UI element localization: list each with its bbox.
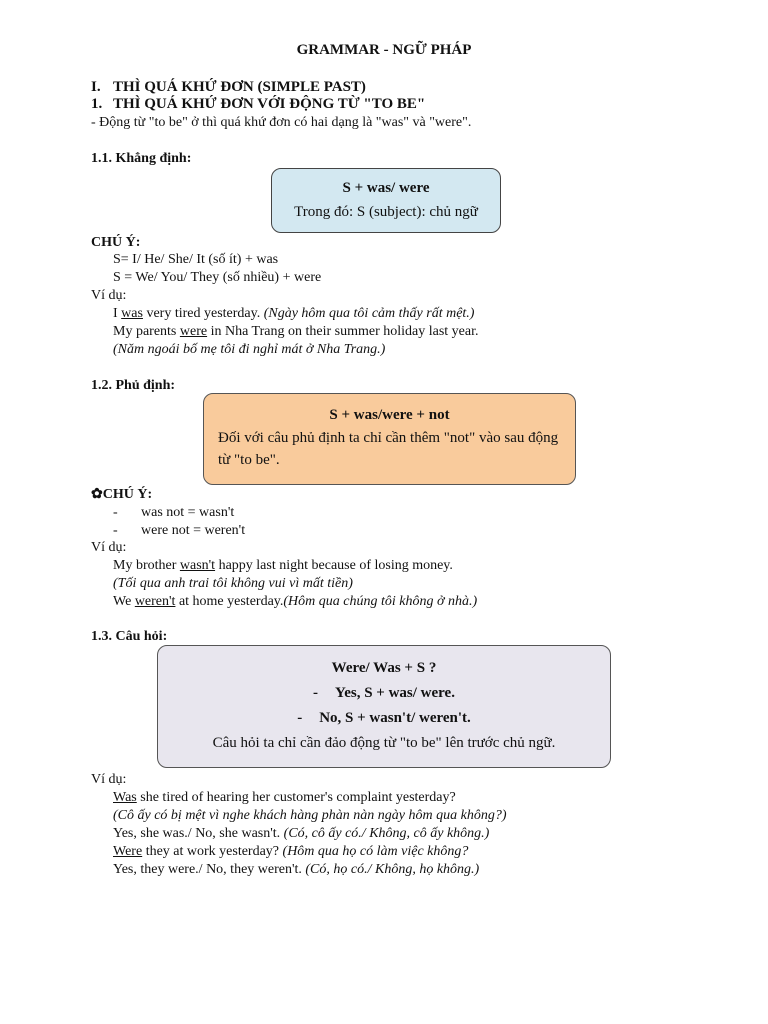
example-verb: was — [121, 306, 143, 321]
answer-text: Yes, S + was/ were. — [335, 685, 455, 701]
example-text: at home yesterday. — [175, 594, 284, 609]
example-translation: (Có, cô ấy có./ Không, cô ấy không.) — [283, 826, 490, 841]
section-heading — [91, 79, 366, 96]
question-example-4 — [113, 861, 479, 878]
question-formula: Were/ Was + S ? — [331, 660, 437, 676]
note-text: were not = weren't — [141, 523, 246, 538]
question-example-1 — [113, 789, 456, 806]
question-example-label: Ví dụ: — [91, 772, 127, 787]
negative-note-heading: ✿CHÚ Ý: — [91, 487, 153, 502]
affirmative-formula-note: Trong đó: S (subject): chủ ngữ — [294, 204, 478, 220]
affirmative-example-2-translation: (Năm ngoái bố mẹ tôi đi nghỉ mát ở Nha Trang.) — [113, 342, 386, 357]
example-verb: weren't — [134, 594, 176, 609]
affirmative-formula: S + was/ were — [342, 180, 430, 196]
negative-example-1 — [113, 557, 453, 574]
negative-note-2 — [113, 522, 245, 539]
subsection-heading — [91, 96, 425, 113]
note-text: was not = wasn't — [141, 505, 235, 520]
question-no-answer — [158, 709, 610, 727]
example-text: My brother — [113, 558, 180, 573]
section-title: THÌ QUÁ KHỨ ĐƠN (SIMPLE PAST) — [113, 79, 366, 95]
answer-text: No, S + wasn't/ weren't. — [319, 710, 471, 726]
example-text: she tired of hearing her customer's complaint yesterday? — [136, 790, 456, 805]
affirmative-example-2 — [113, 323, 479, 340]
example-translation: (Có, họ có./ Không, họ không.) — [305, 862, 480, 877]
negative-example-label: Ví dụ: — [91, 540, 127, 555]
affirmative-note-singular: S= I/ He/ She/ It (số ít) + was — [113, 252, 279, 267]
negative-formula-note: Đối với câu phủ định ta chỉ cần thêm "not" vào sau động từ "to be". — [218, 430, 559, 468]
bullet-dash: - — [113, 523, 118, 538]
negative-note-1 — [113, 504, 234, 521]
section-number: I. — [91, 79, 101, 95]
affirmative-heading: 1.1. Khẳng định: — [91, 151, 192, 166]
negative-formula: S + was/were + not — [329, 407, 450, 423]
question-example-2 — [113, 825, 489, 842]
question-heading: 1.3. Câu hỏi: — [91, 629, 168, 644]
bullet-dash: - — [313, 685, 319, 701]
example-text: We — [113, 594, 135, 609]
bullet-dash: - — [297, 710, 303, 726]
affirmative-formula-box — [271, 168, 501, 233]
subsection-number: 1. — [91, 96, 103, 112]
example-text: happy last night because of losing money. — [215, 558, 453, 573]
example-translation: (Hôm qua họ có làm việc không? — [282, 844, 469, 859]
affirmative-example-label: Ví dụ: — [91, 288, 127, 303]
negative-formula-box — [203, 393, 576, 485]
bullet-dash: - — [113, 505, 118, 520]
question-formula-box — [157, 645, 611, 768]
example-text: they at work yesterday? — [142, 844, 283, 859]
example-text: My parents — [113, 324, 180, 339]
example-text: Yes, they were./ No, they weren't. — [113, 862, 306, 877]
example-text: I — [113, 306, 122, 321]
subsection-title: THÌ QUÁ KHỨ ĐƠN VỚI ĐỘNG TỪ "TO BE" — [113, 96, 426, 112]
negative-example-2 — [113, 593, 477, 610]
example-text: in Nha Trang on their summer holiday last year. — [207, 324, 479, 339]
example-verb: Was — [113, 790, 137, 805]
example-text: Yes, she was./ No, she wasn't. — [113, 826, 284, 841]
page-title: GRAMMAR - NGỮ PHÁP — [296, 42, 472, 58]
example-translation: (Hôm qua chúng tôi không ở nhà.) — [283, 594, 478, 609]
question-formula-note: Câu hỏi ta chỉ cần đảo động từ "to be" lên trước chủ ngữ. — [212, 735, 556, 751]
negative-heading: 1.2. Phủ định: — [91, 378, 176, 393]
intro-text: - Động từ "to be" ở thì quá khứ đơn có hai dạng là "was" và "were". — [91, 115, 472, 130]
question-example-3 — [113, 843, 468, 860]
example-translation: (Ngày hôm qua tôi cảm thấy rất mệt.) — [263, 306, 475, 321]
example-text: very tired yesterday. — [142, 306, 264, 321]
affirmative-example-1 — [113, 305, 474, 322]
example-verb: Were — [113, 844, 143, 859]
question-example-1-translation: (Cô ấy có bị mệt vì nghe khách hàng phàn nàn ngày hôm qua không?) — [113, 808, 507, 823]
example-verb: were — [179, 324, 208, 339]
example-verb: wasn't — [179, 558, 216, 573]
affirmative-note-heading: CHÚ Ý: — [91, 235, 141, 250]
question-yes-answer — [158, 684, 610, 702]
affirmative-note-plural: S = We/ You/ They (số nhiều) + were — [113, 270, 322, 285]
negative-example-1-translation: (Tối qua anh trai tôi không vui vì mất tiền) — [113, 576, 353, 591]
